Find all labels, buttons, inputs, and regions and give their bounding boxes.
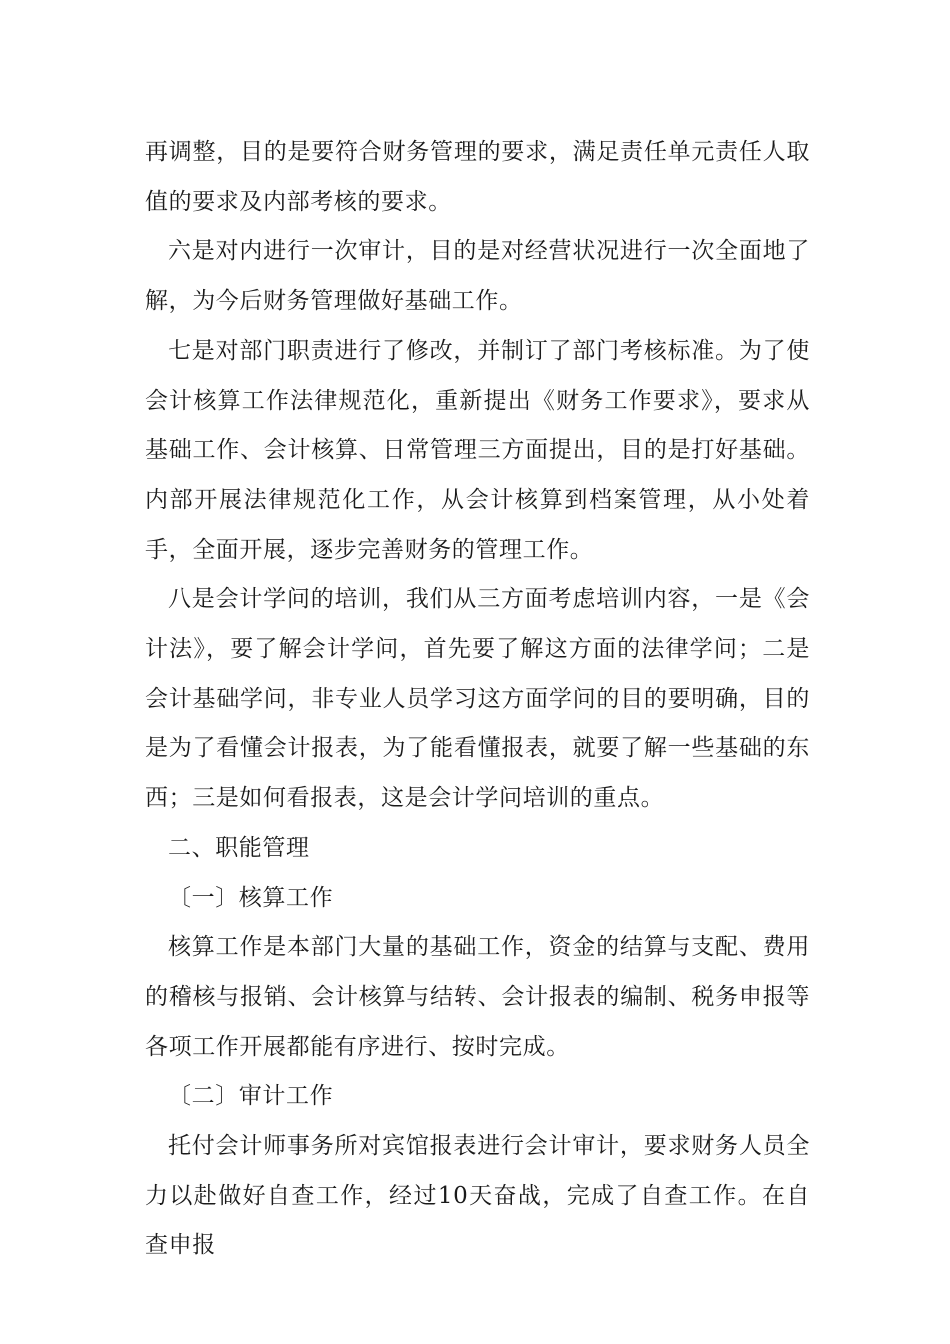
section-heading-2: 二、职能管理 — [168, 834, 310, 861]
paragraph-2: 六是对内进行一次审计，目的是对经营状况进行一次全面地了解，为今后财务管理做好基础工作。 — [145, 238, 810, 315]
paragraph-1: 再调整，目的是要符合财务管理的要求，满足责任单元责任人取值的要求及内部考核的要求。 — [145, 139, 810, 215]
paragraph-9: 托付会计师事务所对宾馆报表进行会计审计，要求财务人员全力以赴做好自查工作，经过10天奋战，完成了自查工作。在自查申报 — [145, 1133, 810, 1259]
document-body — [145, 128, 810, 1271]
paragraph-4: 八是会计学问的培训，我们从三方面考虑培训内容，一是《会计法》，要了解会计学问，首先要了解这方面的法律学问；二是会计基础学问，非专业人员学习这方面学问的目的要明确，目的是为了看懂会计报表，为了能看懂报表，就要了解一些基础的东西；三是如何看报表，这是会计学问培训的重点。 — [145, 586, 810, 812]
subsection-heading-1: 〔一〕核算工作 — [168, 884, 334, 911]
subsection-heading-2: 〔二〕审计工作 — [168, 1083, 334, 1110]
paragraph-7: 核算工作是本部门大量的基础工作，资金的结算与支配、费用的稽核与报销、会计核算与结转、会计报表的编制、税务申报等各项工作开展都能有序进行、按时完成。 — [145, 934, 810, 1060]
paragraph-3: 七是对部门职责进行了修改，并制订了部门考核标准。为了使会计核算工作法律规范化，重新提出《财务工作要求》，要求从基础工作、会计核算、日常管理三方面提出，目的是打好基础。内部开展法律规范化工作，从会计核算到档案管理，从小处着手，全面开展，逐步完善财务的管理工作。 — [145, 337, 810, 563]
